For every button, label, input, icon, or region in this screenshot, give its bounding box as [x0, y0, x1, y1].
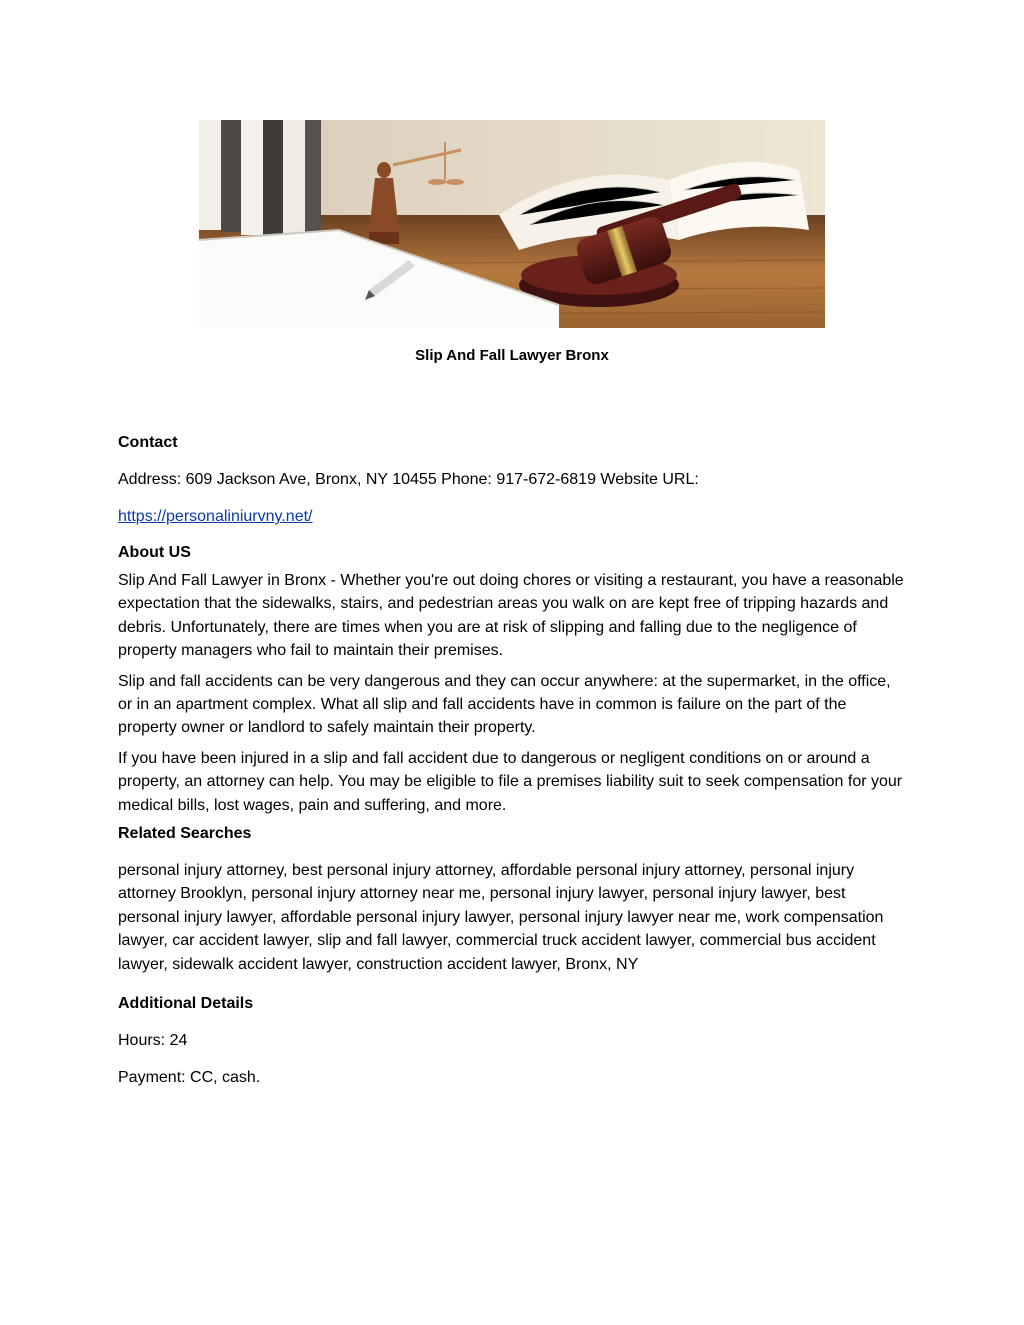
hours-text: Hours: 24 [118, 1032, 188, 1049]
related-searches-body [118, 859, 888, 976]
website-link[interactable]: https://personaliniurvny.net/ [118, 508, 313, 525]
related-searches-heading: Related Searches [118, 825, 252, 842]
law-books-gavel-photo [199, 120, 825, 328]
image-caption: Slip And Fall Lawyer Bronx [415, 347, 609, 364]
about-heading: About US [118, 544, 191, 561]
related-searches-text: personal injury attorney, best personal injury attorney, affordable personal injury attorney, personal injury attorney Brooklyn, personal injury attorney near me, personal injury lawyer, personal injury lawyer, best personal injury lawyer, affordable personal injury lawyer, personal injury lawyer near me, work compensation lawyer, car accident lawyer, slip and fall lawyer, commercial truck accident lawyer, commercial bus accident lawyer, sidewalk accident lawyer, construction accident lawyer, Bronx, NY [118, 862, 884, 973]
contact-url-line [118, 506, 312, 528]
about-paragraph-3: If you have been injured in a slip and fall accident due to dangerous or negligent conditions on or around a property, an attorney can help. You may be eligible to file a premises liability suit to seek compensation for your medical bills, lost wages, pain and suffering, and more. [118, 749, 903, 814]
about-paragraph-2: Slip and fall accidents can be very dangerous and they can occur anywhere: at the supermarket, in the office, or in an apartment complex. What all slip and fall accidents have in common is failure on the part of the property owner or landlord to safely maintain their property. [118, 672, 891, 737]
contact-address-line: Address: 609 Jackson Ave, Bronx, NY 10455 Phone: 917-672-6819 Website URL: [118, 471, 699, 488]
additional-details-heading: Additional Details [118, 995, 254, 1012]
payment-text: Payment: CC, cash. [118, 1069, 261, 1086]
about-paragraph-1: Slip And Fall Lawyer in Bronx - Whether you're out doing chores or visiting a restaurant, you have a reasonable expectation that the sidewalks, stairs, and pedestrian areas you walk on are kept free of tripping hazards and debris. Unfortunately, there are times when you are at risk of slipping and falling due to the negligence of property managers who fail to maintain their premises. [118, 572, 904, 660]
about-body [118, 569, 908, 817]
contact-heading: Contact [118, 434, 178, 451]
